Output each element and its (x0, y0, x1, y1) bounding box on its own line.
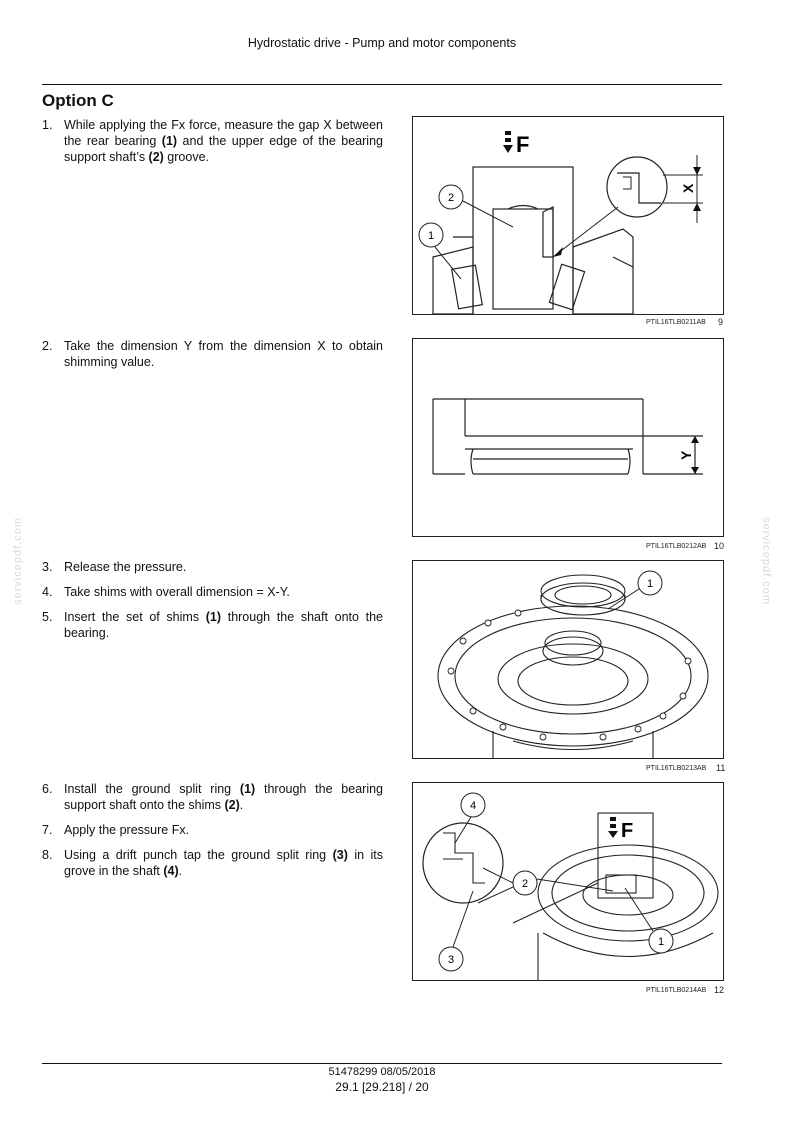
step-item (42, 822, 383, 838)
step-number: 7. (42, 823, 53, 837)
figure-9 (412, 116, 724, 315)
footer-doc-id: 51478299 08/05/2018 (328, 1066, 436, 1078)
steps-group-4 (42, 781, 383, 888)
step-text: Apply the pressure Fx. (64, 823, 190, 837)
figure-10-code: PTIL16TLB0212AB (646, 543, 707, 550)
page-header: Hydrostatic drive - Pump and motor components (247, 36, 517, 50)
step-number: 3. (42, 560, 53, 574)
step-reference: (4) (163, 864, 179, 878)
figure-9-code: PTIL16TLB0211AB (646, 319, 706, 326)
watermark-right: servicepdf.com (759, 517, 772, 605)
step-number: 1. (42, 118, 53, 132)
step-text: through the shaft onto the bearing. (64, 610, 383, 640)
figure-12-force-label: F (621, 820, 634, 842)
figure-9-callout-1: 1 (427, 230, 435, 242)
figure-12-code: PTIL16TLB0214AB (646, 987, 707, 994)
header-rule (42, 84, 722, 85)
step-text: . (239, 798, 244, 812)
figure-11-illustration (413, 561, 723, 758)
figure-11-number: 11 (716, 763, 726, 773)
figure-9-gap-label: X (680, 183, 696, 193)
step-text: in its grove in the shaft (64, 848, 383, 878)
step-text: . (178, 864, 183, 878)
step-item (42, 847, 383, 879)
figure-9-illustration (413, 117, 723, 314)
step-text: through the bearing support shaft onto the shims (64, 782, 384, 812)
figure-9-callout-2: 2 (447, 192, 455, 204)
step-reference: (2) (148, 150, 164, 164)
step-text: and the upper edge of the bearing support shaft’s (64, 134, 383, 164)
step-number: 2. (42, 339, 53, 353)
steps-group-1 (42, 117, 383, 174)
figure-12-callout-1: 1 (657, 936, 665, 948)
step-text: Take the dimension Y from the dimension X to obtain shimming value. (64, 339, 383, 369)
step-item (42, 117, 383, 165)
figure-11-code: PTIL16TLB0213AB (646, 765, 707, 772)
steps-group-2 (42, 338, 383, 379)
steps-group-3 (42, 559, 383, 650)
figure-12-number: 12 (714, 985, 725, 995)
step-item (42, 338, 383, 370)
figure-12-callout-3: 3 (447, 954, 455, 966)
step-text: Using a drift punch tap the ground split ring (64, 848, 333, 862)
section-title: Option C (42, 91, 114, 110)
step-number: 4. (42, 585, 53, 599)
figure-12-illustration (413, 783, 723, 980)
watermark-left: servicepdf.com (11, 517, 24, 605)
step-reference: (1) (239, 782, 256, 796)
figure-11-callout-1: 1 (646, 578, 654, 590)
figure-11 (412, 560, 724, 759)
step-item (42, 609, 383, 641)
figure-10-dimension-label: Y (678, 450, 694, 460)
step-reference: (1) (161, 134, 178, 148)
step-number: 5. (42, 610, 53, 624)
footer-page-ref: 29.1 [29.218] / 20 (335, 1080, 429, 1094)
step-number: 8. (42, 848, 53, 862)
step-text: Install the ground split ring (64, 782, 240, 796)
figure-12-callout-4: 4 (469, 800, 477, 812)
step-text: While applying the Fx force, measure the gap X between the rear bearing (64, 118, 383, 148)
figure-9-force-label: F (516, 132, 530, 157)
step-reference: (1) (205, 610, 222, 624)
step-text: groove. (163, 150, 209, 164)
figure-10 (412, 338, 724, 537)
step-text: Insert the set of shims (64, 610, 206, 624)
step-reference: (2) (224, 798, 240, 812)
step-reference: (3) (332, 848, 348, 862)
figure-10-number: 10 (714, 541, 725, 551)
step-item (42, 559, 383, 575)
step-text: Take shims with overall dimension = X-Y. (64, 585, 290, 599)
step-number: 6. (42, 782, 53, 796)
step-item (42, 584, 383, 600)
footer-rule (42, 1063, 722, 1064)
figure-12-callout-2: 2 (521, 878, 529, 890)
figure-12 (412, 782, 724, 981)
step-text: Release the pressure. (64, 560, 187, 574)
figure-9-number: 9 (718, 317, 724, 327)
step-item (42, 781, 383, 813)
figure-10-illustration (413, 339, 723, 536)
